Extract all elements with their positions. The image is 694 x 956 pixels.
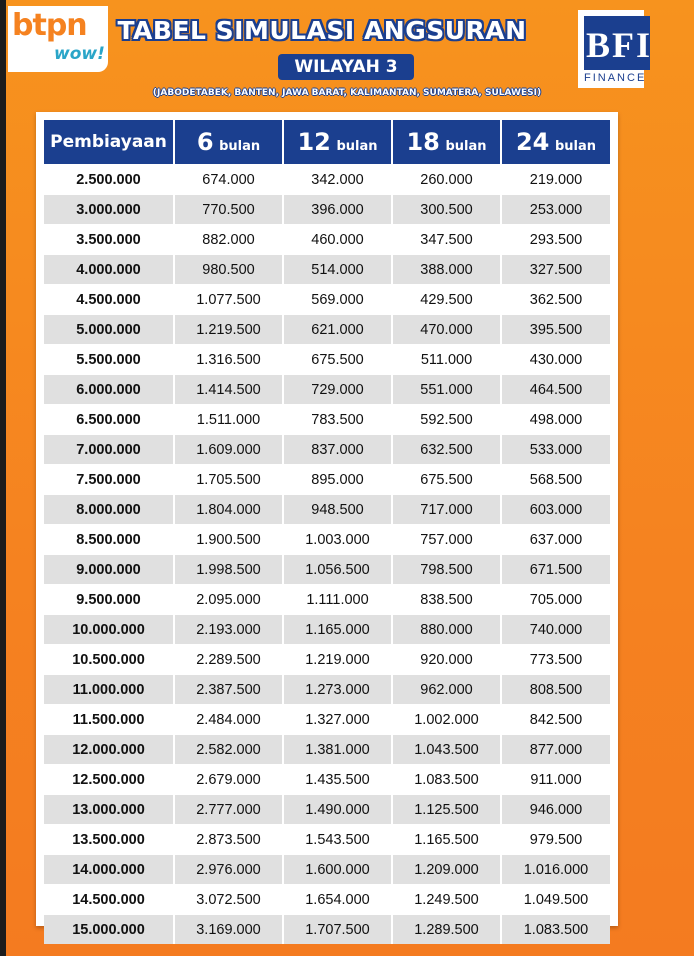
installment-cell: 675.500 <box>392 465 501 495</box>
installment-cell: 300.500 <box>392 195 501 225</box>
installment-cell: 838.500 <box>392 585 501 615</box>
installment-cell: 2.679.000 <box>174 765 283 795</box>
table-row <box>44 495 610 525</box>
installment-cell: 293.500 <box>501 225 610 255</box>
financing-amount-cell: 7.500.000 <box>44 465 174 495</box>
financing-amount-cell: 15.000.000 <box>44 915 174 945</box>
installment-cell: 1.056.500 <box>283 555 392 585</box>
header-tenor-18 <box>392 120 501 165</box>
installment-cell: 1.165.000 <box>283 615 392 645</box>
financing-amount-cell: 9.500.000 <box>44 585 174 615</box>
page-title: TABEL SIMULASI ANGSURAN <box>117 16 527 45</box>
installment-cell: 1.049.500 <box>501 885 610 915</box>
table-row <box>44 765 610 795</box>
installment-cell: 568.500 <box>501 465 610 495</box>
installment-cell: 362.500 <box>501 285 610 315</box>
financing-amount-cell: 6.500.000 <box>44 405 174 435</box>
installment-cell: 569.000 <box>283 285 392 315</box>
financing-amount-cell: 4.000.000 <box>44 255 174 285</box>
installment-cell: 674.000 <box>174 165 283 195</box>
installment-cell: 1.016.000 <box>501 855 610 885</box>
bfi-logo-text: BFI <box>586 25 653 65</box>
installment-cell: 396.000 <box>283 195 392 225</box>
installment-cell: 671.500 <box>501 555 610 585</box>
tenor-value: 18 <box>406 128 440 156</box>
table-row <box>44 315 610 345</box>
installment-cell: 1.900.500 <box>174 525 283 555</box>
installment-cell: 1.249.500 <box>392 885 501 915</box>
header-tenor-12 <box>283 120 392 165</box>
table-row <box>44 435 610 465</box>
installment-cell: 327.500 <box>501 255 610 285</box>
tenor-unit: bulan <box>554 139 597 154</box>
table-row <box>44 645 610 675</box>
installment-cell: 253.000 <box>501 195 610 225</box>
tenor-unit: bulan <box>336 139 378 154</box>
table-row <box>44 555 610 585</box>
installment-cell: 1.804.000 <box>174 495 283 525</box>
financing-amount-cell: 11.500.000 <box>44 705 174 735</box>
financing-amount-cell: 8.000.000 <box>44 495 174 525</box>
installment-cell: 1.002.000 <box>392 705 501 735</box>
installment-cell: 1.165.500 <box>392 825 501 855</box>
table-row <box>44 465 610 495</box>
installment-cell: 837.000 <box>283 435 392 465</box>
installment-cell: 260.000 <box>392 165 501 195</box>
installment-cell: 980.500 <box>174 255 283 285</box>
financing-amount-cell: 5.500.000 <box>44 345 174 375</box>
financing-amount-cell: 14.500.000 <box>44 885 174 915</box>
installment-cell: 962.000 <box>392 675 501 705</box>
installment-cell: 798.500 <box>392 555 501 585</box>
financing-amount-cell: 3.000.000 <box>44 195 174 225</box>
financing-amount-cell: 13.500.000 <box>44 825 174 855</box>
installment-cell: 1.327.000 <box>283 705 392 735</box>
installment-cell: 470.000 <box>392 315 501 345</box>
financing-amount-cell: 12.500.000 <box>44 765 174 795</box>
table-row <box>44 285 610 315</box>
table-row <box>44 915 610 945</box>
installment-cell: 877.000 <box>501 735 610 765</box>
installment-cell: 946.000 <box>501 795 610 825</box>
table-body <box>44 165 610 945</box>
tenor-value: 24 <box>515 128 550 156</box>
installment-cell: 637.000 <box>501 525 610 555</box>
table-row <box>44 165 610 195</box>
installment-cell: 1.381.000 <box>283 735 392 765</box>
installment-table <box>44 120 610 944</box>
installment-cell: 757.000 <box>392 525 501 555</box>
installment-cell: 2.582.000 <box>174 735 283 765</box>
installment-cell: 1.609.000 <box>174 435 283 465</box>
wow-logo-text: wow! <box>54 44 105 64</box>
installment-cell: 1.111.000 <box>283 585 392 615</box>
installment-cell: 2.289.500 <box>174 645 283 675</box>
installment-cell: 464.500 <box>501 375 610 405</box>
installment-cell: 717.000 <box>392 495 501 525</box>
installment-cell: 740.000 <box>501 615 610 645</box>
installment-cell: 2.976.000 <box>174 855 283 885</box>
installment-cell: 948.500 <box>283 495 392 525</box>
installment-table-panel <box>36 112 618 938</box>
financing-amount-cell: 12.000.000 <box>44 735 174 765</box>
table-row <box>44 675 610 705</box>
region-badge <box>278 54 414 80</box>
financing-amount-cell: 11.000.000 <box>44 675 174 705</box>
table-row <box>44 825 610 855</box>
table-row <box>44 615 610 645</box>
left-edge-strip <box>0 0 6 956</box>
installment-cell: 1.543.500 <box>283 825 392 855</box>
installment-cell: 911.000 <box>501 765 610 795</box>
btpn-logo-text: btpn <box>12 8 87 43</box>
installment-cell: 621.000 <box>283 315 392 345</box>
installment-cell: 3.169.000 <box>174 915 283 945</box>
installment-cell: 1.083.500 <box>501 915 610 945</box>
table-row <box>44 405 610 435</box>
installment-cell: 342.000 <box>283 165 392 195</box>
table-row <box>44 375 610 405</box>
installment-cell: 2.095.000 <box>174 585 283 615</box>
installment-cell: 1.289.500 <box>392 915 501 945</box>
installment-cell: 808.500 <box>501 675 610 705</box>
financing-amount-cell: 6.000.000 <box>44 375 174 405</box>
installment-cell: 979.500 <box>501 825 610 855</box>
installment-cell: 1.003.000 <box>283 525 392 555</box>
installment-cell: 2.484.000 <box>174 705 283 735</box>
installment-cell: 388.000 <box>392 255 501 285</box>
installment-cell: 2.387.500 <box>174 675 283 705</box>
installment-cell: 895.000 <box>283 465 392 495</box>
installment-cell: 1.125.500 <box>392 795 501 825</box>
financing-amount-cell: 4.500.000 <box>44 285 174 315</box>
table-row <box>44 255 610 285</box>
installment-cell: 2.193.000 <box>174 615 283 645</box>
installment-cell: 1.705.500 <box>174 465 283 495</box>
table-row <box>44 795 610 825</box>
header-tenor-24 <box>501 120 610 165</box>
financing-amount-cell: 3.500.000 <box>44 225 174 255</box>
installment-cell: 511.000 <box>392 345 501 375</box>
installment-cell: 1.077.500 <box>174 285 283 315</box>
installment-cell: 1.414.500 <box>174 375 283 405</box>
installment-cell: 783.500 <box>283 405 392 435</box>
installment-cell: 1.511.000 <box>174 405 283 435</box>
installment-cell: 533.000 <box>501 435 610 465</box>
installment-cell: 347.500 <box>392 225 501 255</box>
installment-cell: 632.500 <box>392 435 501 465</box>
installment-cell: 592.500 <box>392 405 501 435</box>
installment-cell: 603.000 <box>501 495 610 525</box>
financing-amount-cell: 2.500.000 <box>44 165 174 195</box>
table-row <box>44 735 610 765</box>
table-row <box>44 855 610 885</box>
table-row <box>44 225 610 255</box>
installment-cell: 729.000 <box>283 375 392 405</box>
installment-cell: 1.707.500 <box>283 915 392 945</box>
installment-cell: 705.000 <box>501 585 610 615</box>
installment-cell: 1.209.000 <box>392 855 501 885</box>
bfi-logo-subtext: FINANCE <box>584 72 647 84</box>
installment-cell: 1.435.500 <box>283 765 392 795</box>
tenor-unit: bulan <box>445 139 487 154</box>
installment-cell: 1.600.000 <box>283 855 392 885</box>
installment-cell: 2.777.000 <box>174 795 283 825</box>
installment-cell: 429.500 <box>392 285 501 315</box>
tenor-unit: bulan <box>219 139 261 154</box>
header-financing: Pembiayaan <box>44 120 174 165</box>
installment-cell: 1.273.000 <box>283 675 392 705</box>
financing-amount-cell: 5.000.000 <box>44 315 174 345</box>
financing-amount-cell: 10.000.000 <box>44 615 174 645</box>
table-row <box>44 195 610 225</box>
table-row <box>44 525 610 555</box>
installment-cell: 514.000 <box>283 255 392 285</box>
installment-cell: 395.500 <box>501 315 610 345</box>
financing-amount-cell: 14.000.000 <box>44 855 174 885</box>
installment-cell: 1.219.000 <box>283 645 392 675</box>
installment-cell: 880.000 <box>392 615 501 645</box>
financing-amount-cell: 9.000.000 <box>44 555 174 585</box>
tenor-value: 6 <box>196 128 214 156</box>
installment-cell: 773.500 <box>501 645 610 675</box>
financing-amount-cell: 13.000.000 <box>44 795 174 825</box>
installment-cell: 882.000 <box>174 225 283 255</box>
region-coverage-subtitle: (JABODETABEK, BANTEN, JAWA BARAT, KALIMANTAN, SUMATERA, SULAWESI) <box>152 88 542 98</box>
region-label: WILAYAH 3 <box>294 57 398 77</box>
installment-cell: 1.083.500 <box>392 765 501 795</box>
financing-amount-cell: 8.500.000 <box>44 525 174 555</box>
installment-cell: 1.316.500 <box>174 345 283 375</box>
installment-cell: 920.000 <box>392 645 501 675</box>
installment-cell: 219.000 <box>501 165 610 195</box>
installment-cell: 551.000 <box>392 375 501 405</box>
table-header-row <box>44 120 610 165</box>
installment-cell: 1.654.000 <box>283 885 392 915</box>
tenor-value: 12 <box>297 128 331 156</box>
installment-cell: 1.490.000 <box>283 795 392 825</box>
installment-cell: 1.998.500 <box>174 555 283 585</box>
financing-amount-cell: 7.000.000 <box>44 435 174 465</box>
installment-cell: 842.500 <box>501 705 610 735</box>
installment-cell: 1.043.500 <box>392 735 501 765</box>
installment-cell: 1.219.500 <box>174 315 283 345</box>
installment-cell: 430.000 <box>501 345 610 375</box>
table-row <box>44 585 610 615</box>
installment-cell: 2.873.500 <box>174 825 283 855</box>
table-row <box>44 705 610 735</box>
installment-cell: 675.500 <box>283 345 392 375</box>
table-row <box>44 885 610 915</box>
financing-amount-cell: 10.500.000 <box>44 645 174 675</box>
installment-cell: 3.072.500 <box>174 885 283 915</box>
installment-cell: 498.000 <box>501 405 610 435</box>
table-row <box>44 345 610 375</box>
installment-cell: 770.500 <box>174 195 283 225</box>
installment-cell: 460.000 <box>283 225 392 255</box>
header-tenor-6 <box>174 120 283 165</box>
